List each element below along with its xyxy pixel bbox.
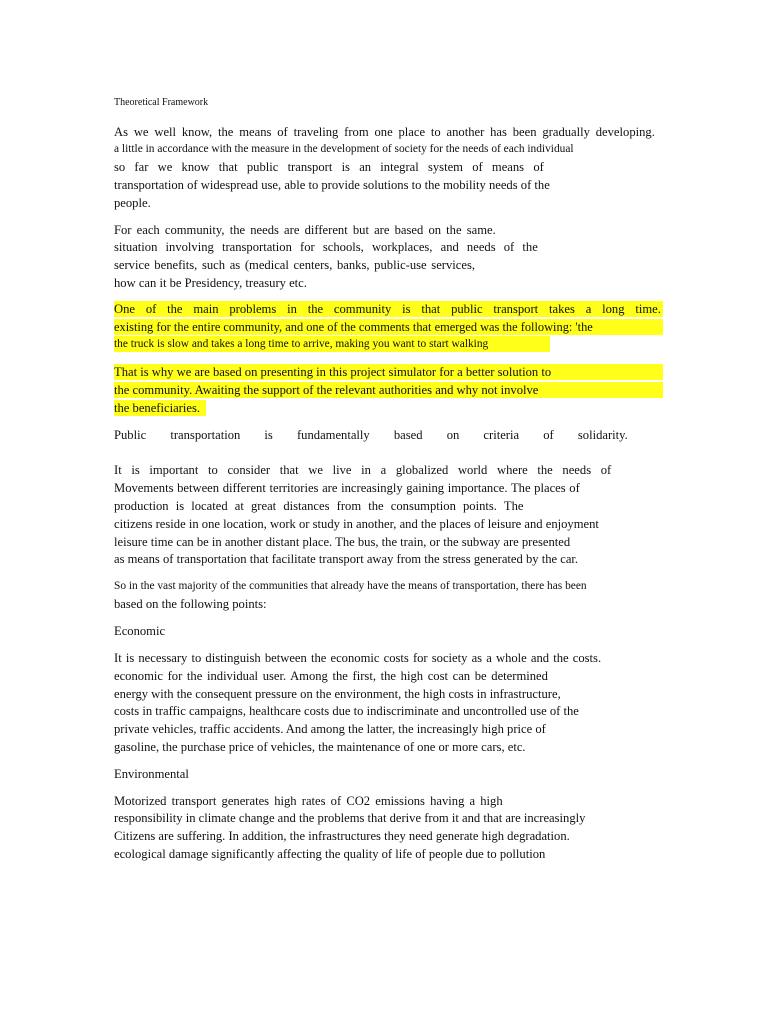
paragraph-line: situation involving transportation for schools, workplaces, and needs of the: [114, 240, 538, 254]
paragraph-line: Motorized transport generates high rates of CO2 emissions having a high: [114, 794, 503, 808]
paragraph-line: It is important to consider that we live in a globalized world where the needs of: [114, 463, 612, 477]
paragraph-line: as means of transportation that facilitate transport away from the stress generated by the car.: [114, 552, 579, 566]
paragraph-line: based on the following points:: [114, 597, 267, 611]
paragraph-line: people.: [114, 196, 151, 210]
paragraph-line: a little in accordance with the measure in the development of society for the needs of each individual: [114, 143, 574, 155]
paragraph-line: responsibility in climate change and the problems that derive from it and that are increasingly: [114, 811, 586, 825]
paragraph-line: so far we know that public transport is an integral system of means of: [114, 160, 544, 174]
document-title: Theoretical Framework: [114, 97, 209, 108]
paragraph-line: Movements between different territories are increasingly gaining importance. The places of: [114, 481, 580, 495]
highlighted-line: the truck is slow and takes a long time to arrive, making you want to start walking: [114, 336, 550, 352]
paragraph-line: costs in traffic campaigns, healthcare costs due to indiscriminate and uncontrolled use of the: [114, 704, 579, 718]
paragraph-line: It is necessary to distinguish between the economic costs for society as a whole and the costs.: [114, 651, 602, 665]
paragraph-line: For each community, the needs are different but are based on the same.: [114, 223, 496, 237]
paragraph-line: production is located at great distances from the consumption points. The: [114, 499, 524, 513]
paragraph-line: how can it be Presidency, treasury etc.: [114, 276, 307, 290]
paragraph-line: So in the vast majority of the communities that already have the means of transportation, there has been: [114, 580, 587, 592]
paragraph-line: transportation of widespread use, able to provide solutions to the mobility needs of the: [114, 178, 550, 192]
section-heading: Environmental: [114, 767, 189, 781]
paragraph-line: private vehicles, traffic accidents. And among the latter, the increasingly high price of: [114, 722, 546, 736]
section-heading: Economic: [114, 624, 166, 638]
highlighted-line: One of the main problems in the community is that public transport takes a long time.: [114, 301, 663, 317]
paragraph-line: As we well know, the means of traveling from one place to another has been gradually developing.: [114, 125, 655, 139]
highlighted-line: That is why we are based on presenting in this project simulator for a better solution to: [114, 364, 663, 380]
highlighted-line: the beneficiaries.: [114, 400, 206, 416]
paragraph-line: economic for the individual user. Among the first, the high cost can be determined: [114, 669, 548, 683]
paragraph-line: ecological damage significantly affecting the quality of life of people due to pollution: [114, 847, 546, 861]
paragraph-line: Public transportation is fundamentally based on criteria of solidarity.: [114, 428, 628, 442]
paragraph-line: citizens reside in one location, work or study in another, and the places of leisure and enjoyment: [114, 517, 599, 531]
highlighted-line: existing for the entire community, and one of the comments that emerged was the following: 'the: [114, 319, 663, 335]
paragraph-line: gasoline, the purchase price of vehicles, the maintenance of one or more cars, etc.: [114, 740, 526, 754]
paragraph-line: leisure time can be in another distant place. The bus, the train, or the subway are presented: [114, 535, 571, 549]
paragraph-line: Citizens are suffering. In addition, the infrastructures they need generate high degradation.: [114, 829, 570, 843]
paragraph-line: service benefits, such as (medical centers, banks, public-use services,: [114, 258, 475, 272]
highlighted-line: the community. Awaiting the support of the relevant authorities and why not involve: [114, 382, 663, 398]
paragraph-line: energy with the consequent pressure on the environment, the high costs in infrastructure,: [114, 687, 561, 701]
